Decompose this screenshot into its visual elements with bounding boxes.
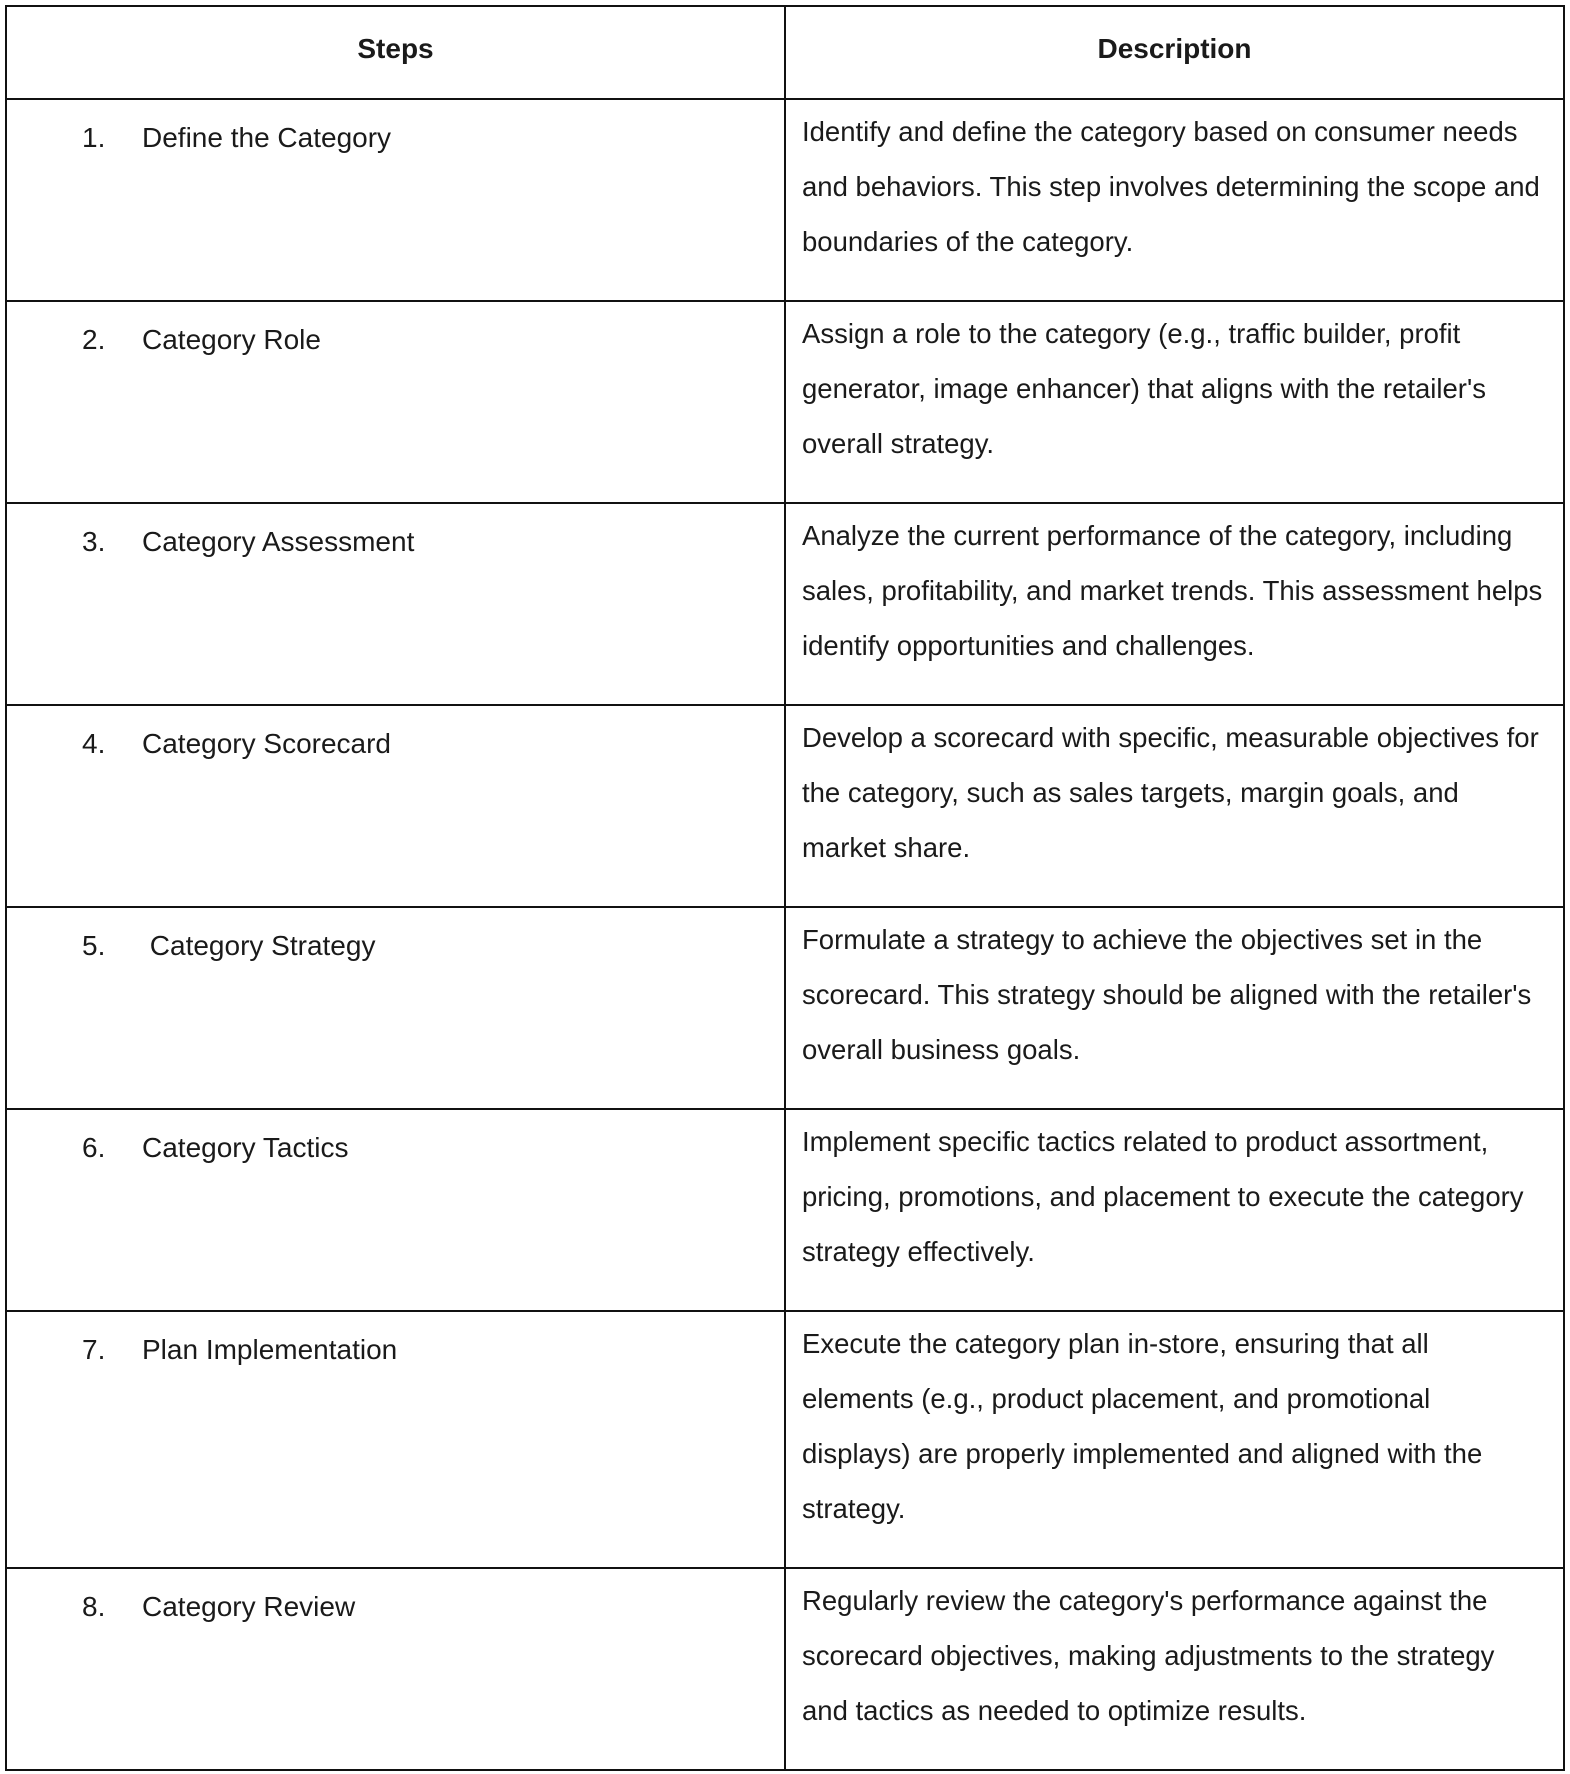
- step-label: Category Role: [142, 324, 321, 355]
- step-number: 2.: [82, 324, 106, 355]
- step-label: Category Tactics: [142, 1132, 349, 1163]
- step-number: 3.: [82, 526, 106, 557]
- description-text: Assign a role to the category (e.g., traffic builder, profit generator, image enhancer) that aligns with the retailer's overall strategy.: [802, 318, 1486, 459]
- step-cell: [6, 1109, 785, 1311]
- description-cell: [785, 1109, 1564, 1311]
- table-row: [6, 1109, 1564, 1311]
- step-label: Category Strategy: [142, 930, 376, 961]
- table-row: [6, 705, 1564, 907]
- step-number: 4.: [82, 728, 106, 759]
- table-row: [6, 503, 1564, 705]
- table-row: [6, 301, 1564, 503]
- description-text: Regularly review the category's performance against the scorecard objectives, making adjustments to the strategy and tactics as needed to optimize results.: [802, 1585, 1495, 1726]
- step-number: 6.: [82, 1132, 106, 1163]
- description-text: Implement specific tactics related to product assortment, pricing, promotions, and placement to execute the category strategy effectively.: [802, 1126, 1524, 1267]
- steps-table: [5, 5, 1565, 1771]
- step-number: 1.: [82, 122, 106, 153]
- description-cell: [785, 99, 1564, 301]
- table-row: [6, 99, 1564, 301]
- steps-table-container: [5, 5, 1563, 1771]
- description-text: Execute the category plan in-store, ensuring that all elements (e.g., product placement, and promotional displays) are properly implemented and aligned with the strategy.: [802, 1328, 1483, 1524]
- step-label: Category Assessment: [142, 526, 415, 557]
- description-cell: [785, 301, 1564, 503]
- description-text: Identify and define the category based on consumer needs and behaviors. This step involves determining the scope and boundaries of the category.: [802, 116, 1540, 257]
- description-cell: [785, 1568, 1564, 1770]
- table-row: [6, 907, 1564, 1109]
- step-cell: [6, 301, 785, 503]
- step-number: 7.: [82, 1334, 106, 1365]
- step-label: Category Review: [142, 1591, 356, 1622]
- table-row: [6, 1568, 1564, 1770]
- step-cell: [6, 99, 785, 301]
- column-header-description: Description: [785, 6, 1564, 99]
- column-header-steps: Steps: [6, 6, 785, 99]
- step-number: 8.: [82, 1591, 106, 1622]
- table-header-row: [6, 6, 1564, 99]
- description-text: Formulate a strategy to achieve the objectives set in the scorecard. This strategy should be aligned with the retailer's overall business goals.: [802, 924, 1532, 1065]
- step-number: 5.: [82, 930, 106, 961]
- step-label: Plan Implementation: [142, 1334, 398, 1365]
- step-cell: [6, 907, 785, 1109]
- step-cell: [6, 1568, 785, 1770]
- description-cell: [785, 705, 1564, 907]
- description-text: Develop a scorecard with specific, measurable objectives for the category, such as sales targets, margin goals, and market share.: [802, 722, 1539, 863]
- step-label: Category Scorecard: [142, 728, 392, 759]
- description-text: Analyze the current performance of the category, including sales, profitability, and market trends. This assessment helps identify opportunities and challenges.: [802, 520, 1543, 661]
- step-label: Define the Category: [142, 122, 392, 153]
- description-cell: [785, 907, 1564, 1109]
- description-cell: [785, 1311, 1564, 1568]
- step-cell: [6, 1311, 785, 1568]
- step-cell: [6, 705, 785, 907]
- description-cell: [785, 503, 1564, 705]
- table-row: [6, 1311, 1564, 1568]
- step-cell: [6, 503, 785, 705]
